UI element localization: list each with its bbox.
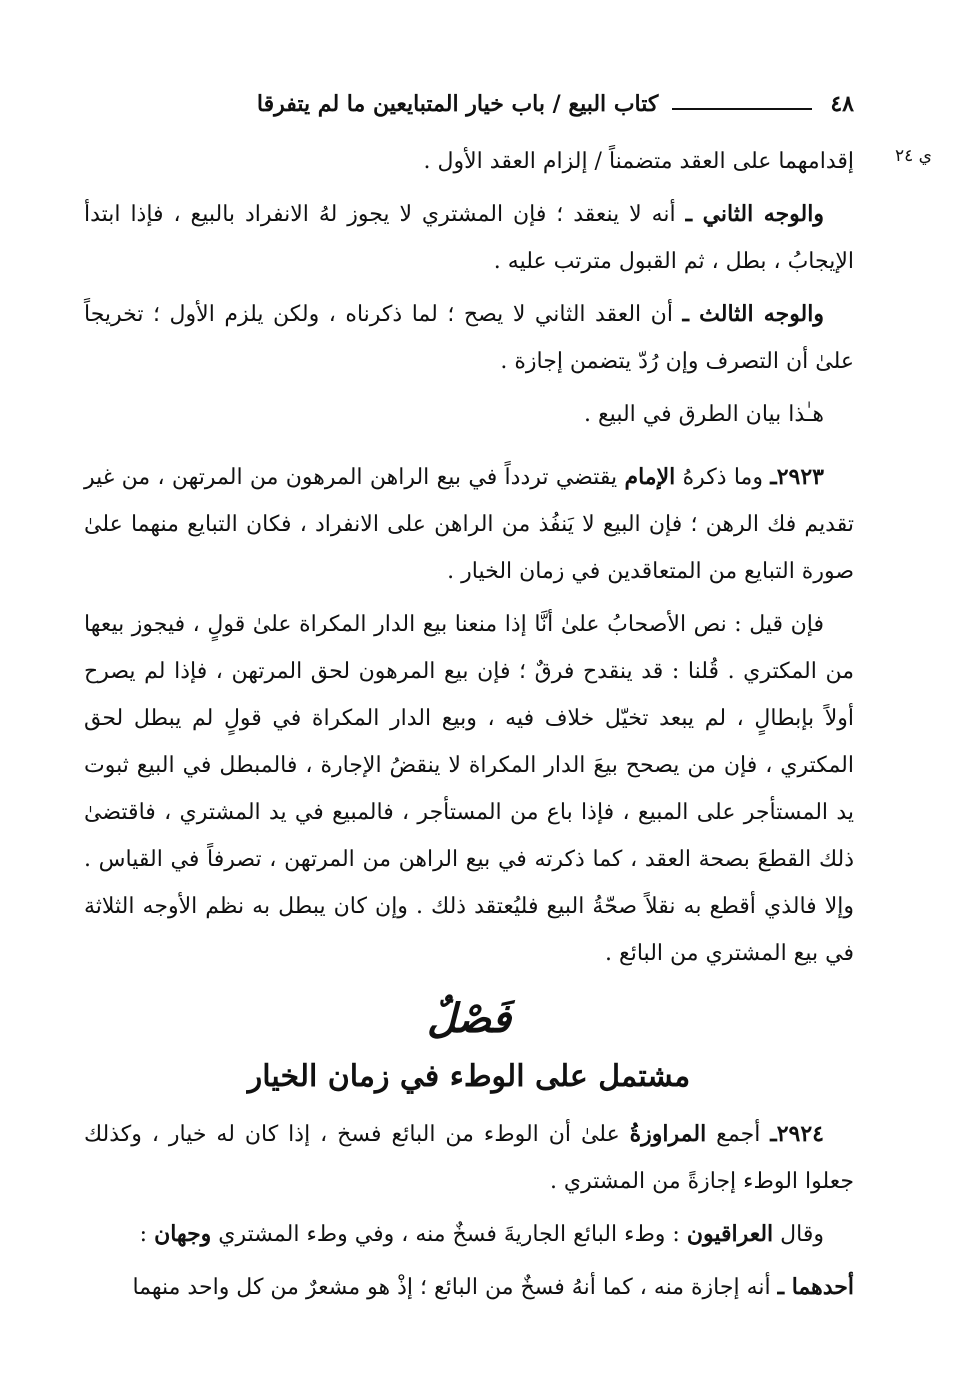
aspect-heading: والوجه الثالث ـ	[682, 301, 824, 327]
header-title: كتاب البيع / باب خيار المتبايعين ما لم يتفرقا	[256, 91, 659, 117]
paragraph-2923	[84, 454, 854, 595]
paragraph-text: أجمع	[706, 1122, 771, 1147]
paragraph-text: علىٰ أن الوطء من البائع فسخ ، إذا كان له خيار ، وكذلك جعلوا الوطء إجازةً من المشتري .	[84, 1122, 854, 1194]
issue-number: ٢٩٢٤ـ	[770, 1121, 824, 1147]
main-text	[84, 138, 854, 1317]
paragraph-third-aspect	[84, 291, 854, 385]
paragraph-second-aspect	[84, 191, 854, 285]
view-heading: أحدهما ـ	[777, 1274, 854, 1300]
paragraph-objection: فإن قيل : نص الأصحابُ علىٰ أنَّا إذا منعنا بيع الدار المكراة علىٰ قولٍ ، فيجوز بيعها من المكتري . قُلنا : قد ينقدح فرقٌ ؛ فإن بيع المرهون لحق المرتهن ، فإذا لم يصرح أولاً بإبطالٍ ، لم يبعد تخيّل خلاف فيه ، وبيع الدار المكراة في قولٍ لم يبطل لحق المكتري ، فإن من يصحح بيعَ الدار المكراة لا ينقضُ الإجارة ، فالمبطل في البيع ثبوت يد المستأجر على المبيع ، فإذا باع من المستأجر ، فالمبيع في يد المشتري ، فاقتضىٰ ذلك القطعَ بصحة العقد ، كما ذكرته في بيع الراهن من المرتهن ، تصرفاً في القياس . وإلا فالذي أقطع به نقلاً صحّةُ البيع فليُعتقد ذلك . وإن كان يبطل به نظم الأوجه الثلاثة في بيع المشتري من البائع .	[84, 612, 854, 966]
paragraph-text: أن العقد الثاني لا يصح ؛ لما ذكرناه ، ولكن يلزم الأول ؛ تخريجاً علىٰ أن التصرف وإن رُدّ يتضمن إجازة .	[84, 302, 854, 374]
page-number: ٤٨	[830, 91, 854, 117]
section-title: مشتمل على الوطء في زمان الخيار	[247, 1059, 691, 1094]
margin-reference: ي ٢٤	[895, 146, 932, 166]
issue-number: ٢٩٢٣ـ	[770, 464, 824, 490]
spacer	[84, 444, 854, 454]
fasl-heading: فَصْلٌ	[426, 995, 512, 1042]
term-marawiza: المراوزةُ	[629, 1121, 707, 1147]
running-header	[84, 86, 854, 122]
paragraph-2924	[84, 1111, 854, 1205]
paragraph-text: وما ذكرهُ	[675, 465, 771, 490]
paragraph-text: أنه لا ينعقد ؛ فإن المشتري لا يجوز لهُ الانفراد بالبيع ، فإذا ابتدأ الإيجابُ ، بطل ، ثم القبول مترتب عليه .	[84, 202, 854, 274]
paragraph-text: يقتضي تردداً في بيع الراهن المرهون من المرتهن ، من غير تقديم فك الرهن ؛ فإن البيع لا يَنفُذ من الراهن على الانفراد ، فكان التبايع منهما علىٰ صورة التبايع من المتعاقدين في زمان الخيار .	[84, 465, 854, 584]
paragraph-text: :	[139, 1222, 155, 1247]
paragraph-text: وقال	[773, 1222, 824, 1247]
term-wajhan: وجهان	[154, 1221, 212, 1247]
fasl-ornament	[84, 991, 854, 1049]
paragraph-summary: هـٰذا بيان الطرق في البيع .	[583, 402, 824, 427]
term-imam: الإمام	[624, 464, 676, 490]
paragraph-iraqis	[84, 1211, 854, 1258]
aspect-heading: والوجه الثاني ـ	[685, 201, 824, 227]
paragraph-first-view	[84, 1264, 854, 1311]
paragraph-continuation: إقدامهما على العقد متضمناً / إلزام العقد الأول .	[423, 149, 854, 174]
paragraph-text: : وطء البائع الجاريةَ فسخٌ منه ، وفي وطء المشتري	[211, 1222, 687, 1247]
header-rule	[672, 108, 812, 110]
paragraph-text: أنه إجازة منه ، كما أنهُ فسخٌ من البائع ؛ إذْ هو مشعرٌ من كل واحد منهما	[132, 1275, 778, 1300]
term-iraqiyun: العراقيون	[686, 1221, 774, 1247]
